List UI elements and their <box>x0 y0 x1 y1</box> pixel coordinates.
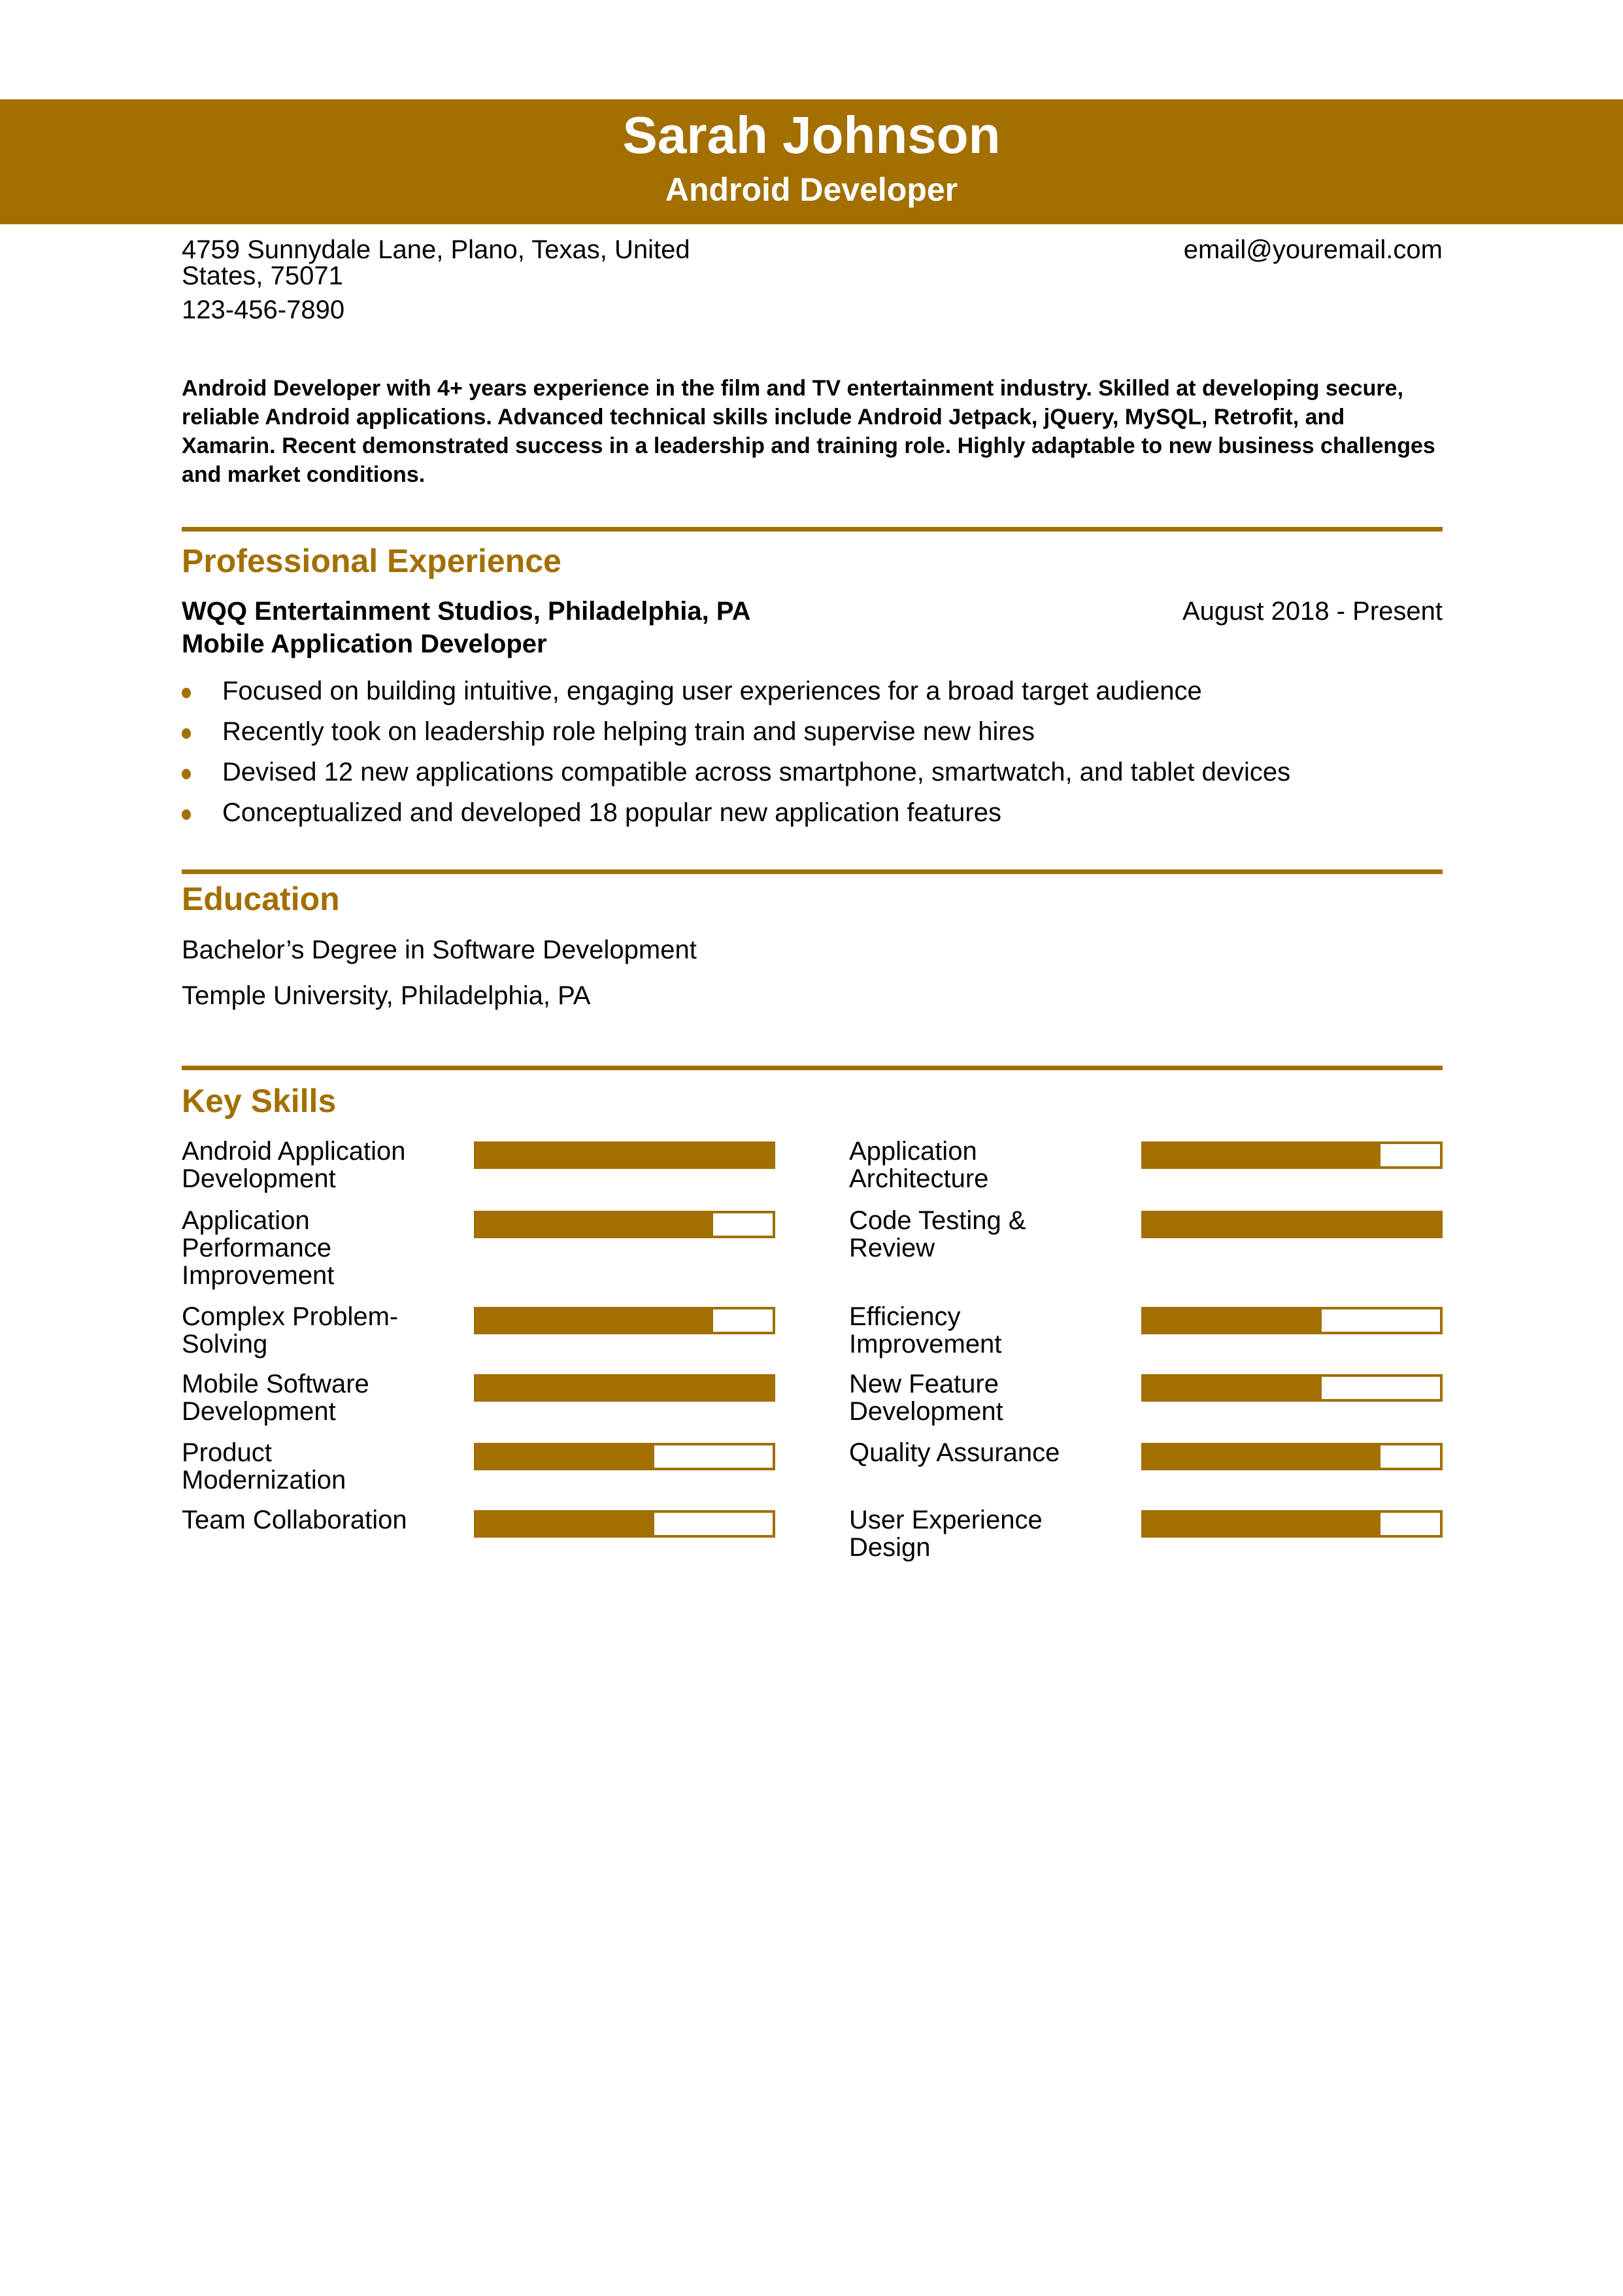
bullet-dot-icon <box>182 688 191 698</box>
skill-level-fill <box>1144 1513 1380 1535</box>
skill-level-bar <box>1141 1211 1443 1238</box>
skill-level-fill <box>477 1213 713 1236</box>
skill-level-fill <box>1144 1144 1380 1166</box>
skill-label: Product Modernization <box>182 1438 346 1494</box>
skill-level-fill <box>477 1144 773 1166</box>
job-bullet <box>182 715 1443 756</box>
skill-label: User Experience Design <box>849 1506 1043 1562</box>
skill-level-fill <box>1144 1309 1322 1332</box>
skill-label: New Feature Development <box>849 1370 1003 1426</box>
job-bullet <box>182 675 1443 715</box>
skill-level-fill <box>1144 1213 1440 1236</box>
education-school: Temple University, Philadelphia, PA <box>182 981 591 1010</box>
contact-email[interactable]: email@youremail.com <box>1183 235 1443 264</box>
job-header <box>182 595 1443 660</box>
header-band <box>0 99 1623 224</box>
job-bullet <box>182 756 1443 796</box>
bullet-dot-icon <box>182 809 191 820</box>
skill-level-fill <box>477 1445 654 1468</box>
skill-label: Application Architecture <box>849 1137 989 1193</box>
job-bullet-text: Focused on building intuitive, engaging user experiences for a broad target audience <box>222 677 1202 705</box>
skill-level-bar <box>1141 1307 1443 1334</box>
job-bullet-text: Devised 12 new applications compatible across smartphone, smartwatch, and tablet devices <box>222 758 1291 786</box>
skill-label: Efficiency Improvement <box>849 1302 1002 1359</box>
skill-label: Team Collaboration <box>182 1506 407 1534</box>
skill-level-fill <box>1144 1445 1380 1468</box>
skill-label: Android Application Development <box>182 1137 406 1193</box>
skill-level-bar <box>474 1510 775 1538</box>
skill-level-fill <box>477 1309 713 1332</box>
skill-level-bar <box>474 1443 775 1470</box>
skill-level-fill <box>1144 1377 1322 1399</box>
skill-level-bar <box>474 1374 775 1402</box>
skill-level-bar <box>1141 1141 1443 1169</box>
skill-label: Quality Assurance <box>849 1438 1060 1467</box>
skill-level-bar <box>474 1211 775 1238</box>
skill-level-fill <box>477 1377 773 1399</box>
job-bullet-text: Recently took on leadership role helping train and supervise new hires <box>222 717 1035 746</box>
skill-label: Complex Problem-Solving <box>182 1302 399 1359</box>
candidate-name: Sarah Johnson <box>622 106 1001 164</box>
professional-summary: Android Developer with 4+ years experience in the film and TV entertainment industry. Skilled at developing secure, reliable Android applications. Advanced technical skills include Android Jetpack, jQuery, MySQL, Retrofit, and Xamarin. Recent demonstrated success in a leadership and training role. Highly adaptable to new business challenges and market conditions. <box>182 376 1435 487</box>
job-bullet <box>182 796 1443 837</box>
skill-level-bar <box>474 1307 775 1334</box>
skill-level-bar <box>474 1141 775 1169</box>
section-title-experience: Professional Experience <box>182 543 561 579</box>
contact-block <box>182 237 1443 323</box>
section-divider <box>182 1066 1443 1070</box>
job-bullet-list <box>182 675 1443 837</box>
skill-label: Application Performance Improvement <box>182 1206 335 1290</box>
skill-label: Mobile Software Development <box>182 1370 369 1426</box>
contact-phone: 123-456-7890 <box>182 295 345 324</box>
section-divider <box>182 869 1443 874</box>
skill-level-bar <box>1141 1510 1443 1538</box>
candidate-title: Android Developer <box>665 171 958 208</box>
contact-address: 4759 Sunnydale Lane, Plano, Texas, United States, 75071 <box>182 235 690 290</box>
job-bullet-text: Conceptualized and developed 18 popular new application features <box>222 798 1001 827</box>
bullet-dot-icon <box>182 769 191 779</box>
section-title-education: Education <box>182 881 340 917</box>
job-role: Mobile Application Developer <box>182 630 547 658</box>
education-degree: Bachelor’s Degree in Software Development <box>182 936 697 964</box>
skill-level-bar <box>1141 1443 1443 1470</box>
skill-level-fill <box>477 1513 654 1535</box>
section-title-skills: Key Skills <box>182 1083 337 1119</box>
skill-label: Code Testing & Review <box>849 1206 1026 1262</box>
skill-level-bar <box>1141 1374 1443 1402</box>
bullet-dot-icon <box>182 728 191 739</box>
job-dates: August 2018 - Present <box>1182 597 1443 626</box>
job-company: WQQ Entertainment Studios, Philadelphia, PA <box>182 597 751 626</box>
section-divider <box>182 527 1443 532</box>
